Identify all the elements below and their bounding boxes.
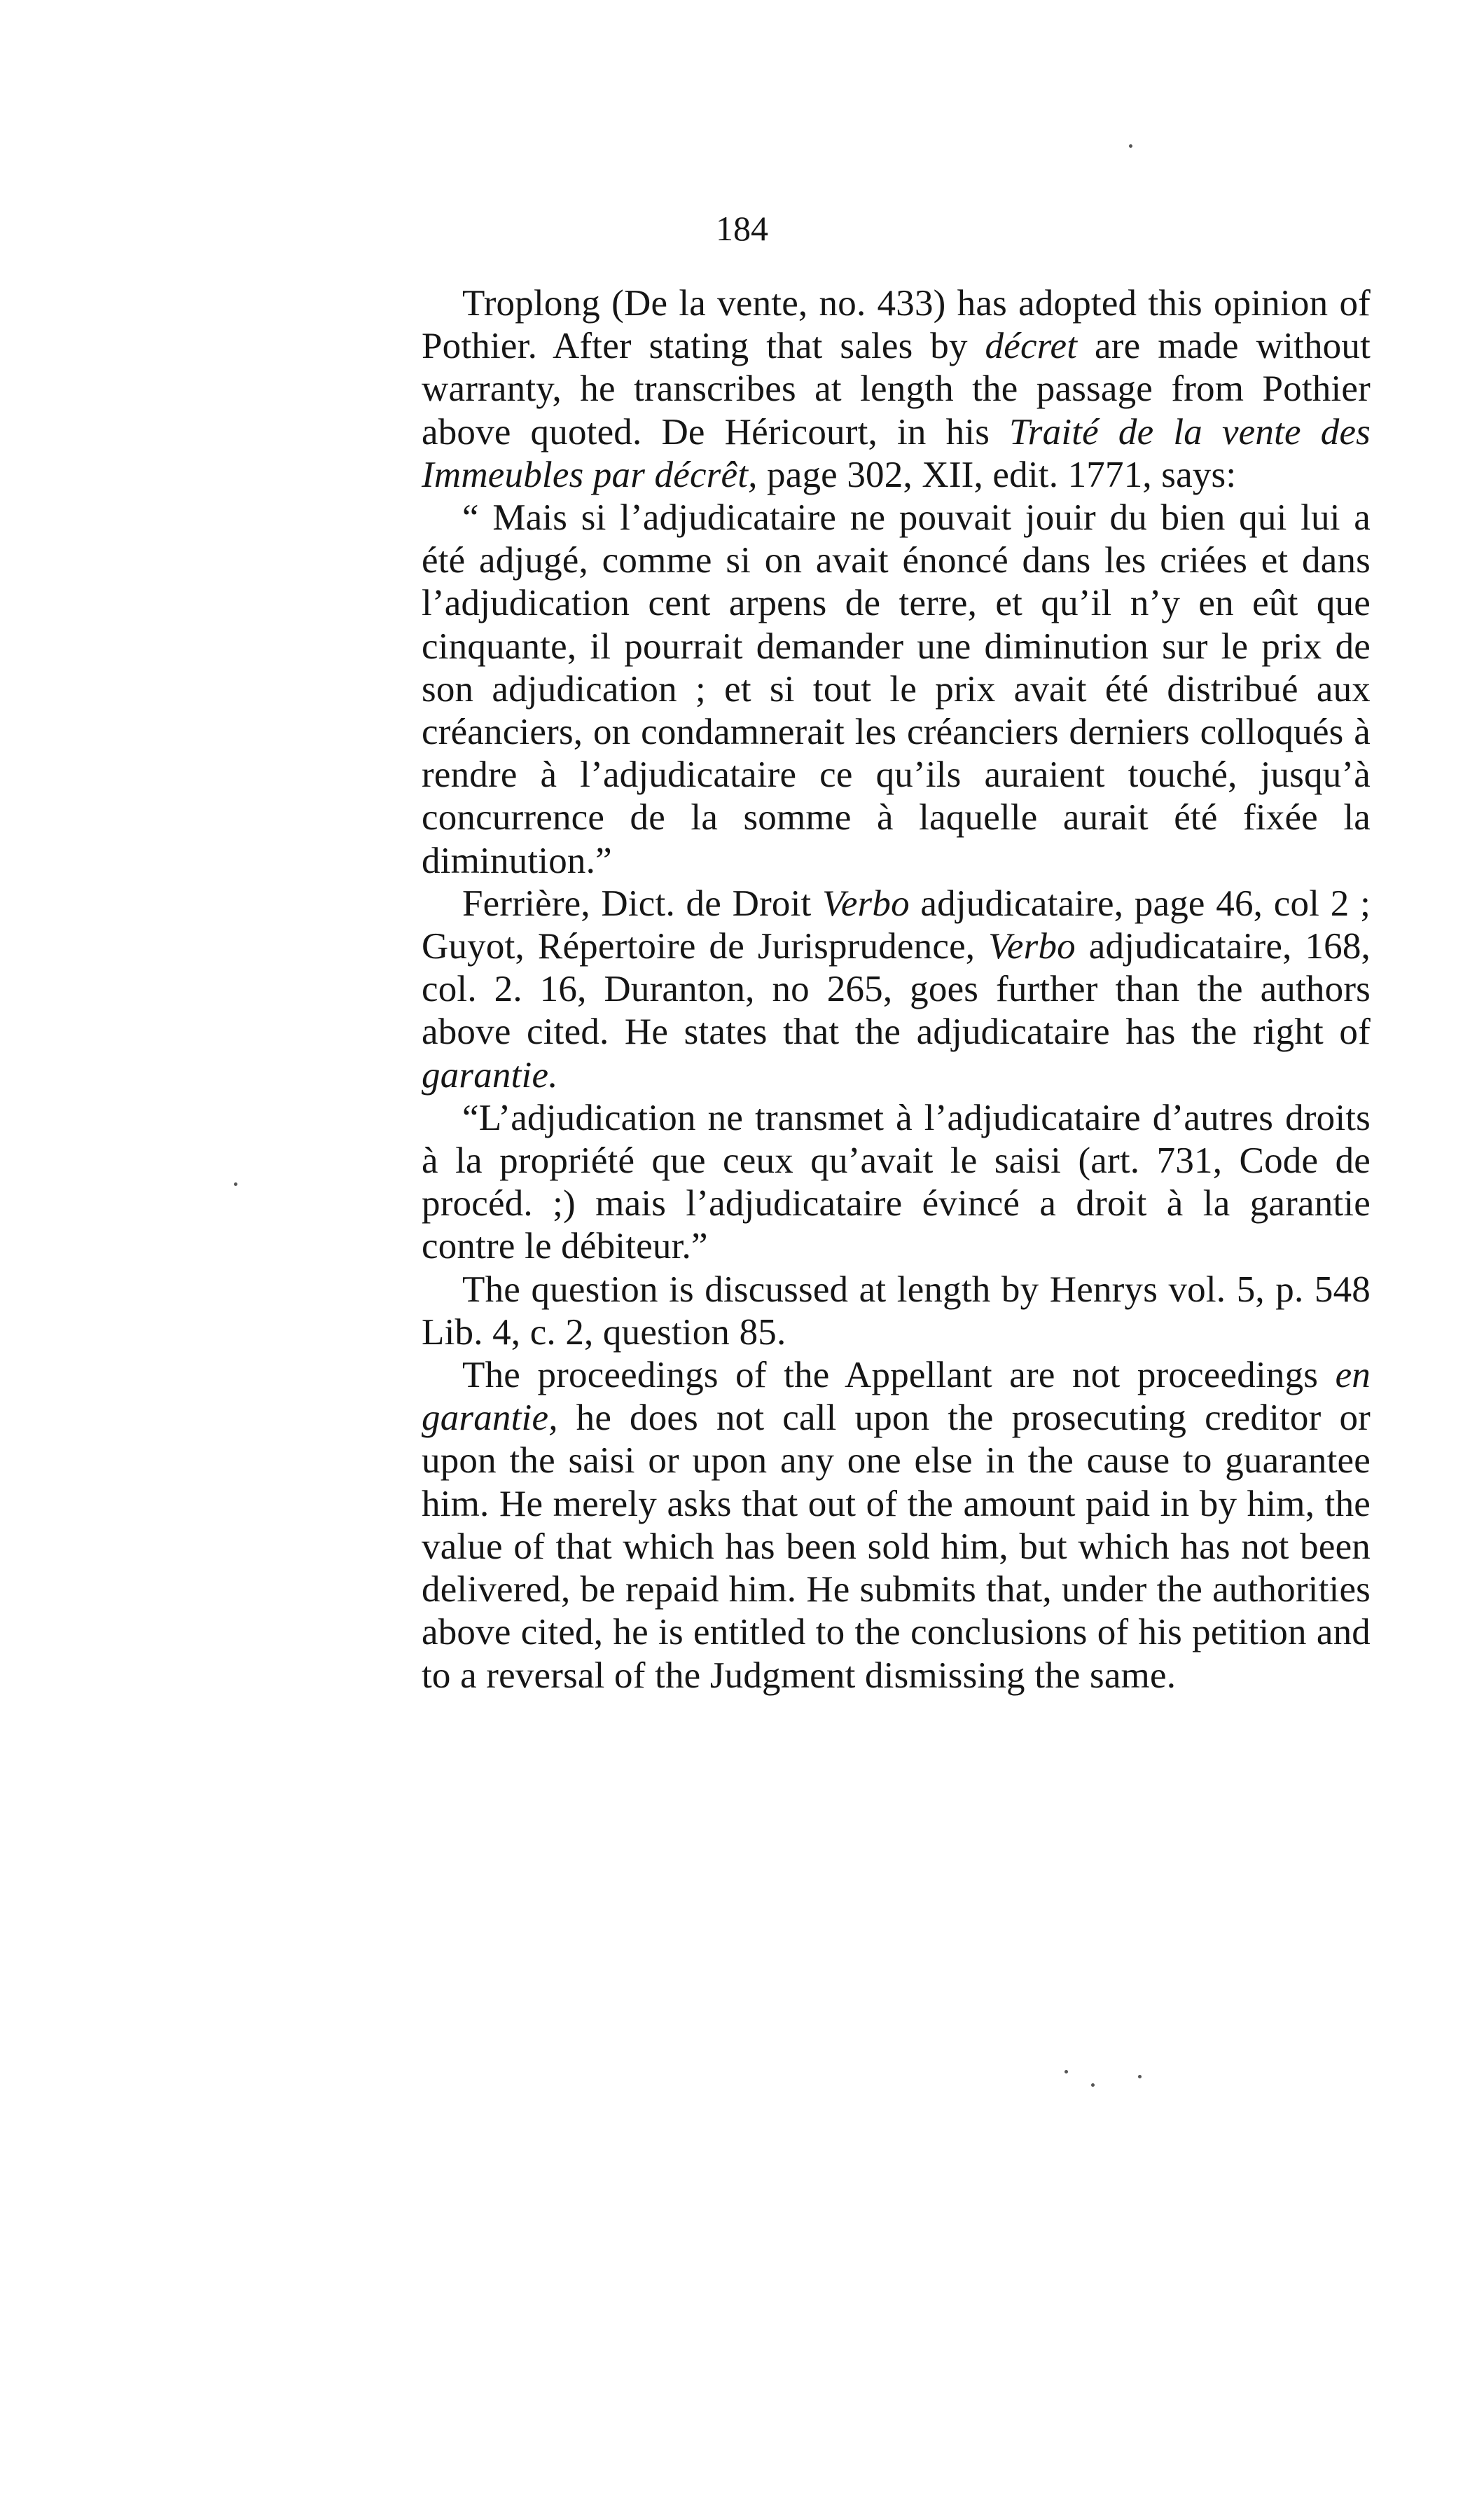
- scan-speck: [1065, 2070, 1068, 2073]
- paragraph: [422, 1354, 1371, 1697]
- italic-text: en garantie,: [422, 1355, 1371, 1439]
- scan-speck: [234, 1182, 237, 1186]
- italic-text: Traité de la vente des Immeubles par décrêt,: [422, 411, 1371, 495]
- italic-text: Verbo: [822, 883, 910, 924]
- text-run: Troplong (De la vente, no. 433) has adopted this opinion of Pothier. After stating that sales by: [422, 283, 1371, 367]
- italic-text: décret: [985, 326, 1078, 367]
- text-run: page 302, XII, edit. 1771, says:: [757, 454, 1237, 495]
- text-run: The proceedings of the Appellant are not proceedings: [462, 1355, 1336, 1396]
- paragraph: [422, 1097, 1371, 1269]
- scan-speck: [1129, 144, 1132, 148]
- body-text: [422, 282, 1371, 1697]
- text-run: he does not call upon the prosecuting creditor or upon the saisi or upon any one else in the cause to guarantee him. He merely asks that out of the amount paid in by him, the value of that which has been sold him, but which has not been delivered, be repaid him. He submits that, under the authorities above cited, he is entitled to the conclusions of his petition and to a reversal of the Judgment dismissing the same.: [422, 1397, 1371, 1696]
- italic-text: Verbo: [988, 926, 1076, 967]
- paragraph: [422, 883, 1371, 1097]
- text-run: Ferrière, Dict. de Droit: [462, 883, 823, 924]
- text-run: adjudicataire, 168, col. 2. 16, Duranton, no 265, goes further than the authors above cited. He states that the adjudicataire has the right of: [422, 926, 1371, 1053]
- text-run: adjudicataire, page 46, col 2 ; Guyot, Répertoire de Jurisprudence,: [422, 883, 1371, 967]
- paragraph: [422, 1269, 1371, 1354]
- paragraph: [422, 282, 1371, 497]
- text-run: “L’adjudication ne transmet à l’adjudicataire d’autres droits à la propriété que ceux qu’avait le saisi (art. 731, Code de procéd. ;) mais l’adjudicataire évincé a droit à la garantie contre le débiteur.”: [422, 1097, 1371, 1267]
- scan-speck: [1138, 2075, 1142, 2078]
- page-number: 184: [716, 209, 768, 248]
- paragraph: [422, 497, 1371, 883]
- text-run: are made without warranty, he transcribes at length the passage from Pothier above quoted. De Héricourt, in his: [422, 326, 1371, 453]
- text-run: The question is discussed at length by Henrys vol. 5, p. 548 Lib. 4, c. 2, question 85.: [422, 1269, 1371, 1353]
- scan-speck: [1091, 2083, 1095, 2087]
- text-run: “ Mais si l’adjudicataire ne pouvait jouir du bien qui lui a été adjugé, comme si on avait énoncé dans les criées et dans l’adjudication cent arpens de terre, et qu’il n’y en eût que cinquante, il pourrait demander une diminution sur le prix de son adjudication ; et si tout le prix avait été distribué aux créanciers, on condamnerait les créanciers derniers colloqués à rendre à l’adjudicataire ce qu’ils auraient touché, jusqu’à concurrence de la somme à laquelle aurait été fixée la diminution.”: [422, 497, 1371, 881]
- italic-text: garantie.: [422, 1054, 558, 1096]
